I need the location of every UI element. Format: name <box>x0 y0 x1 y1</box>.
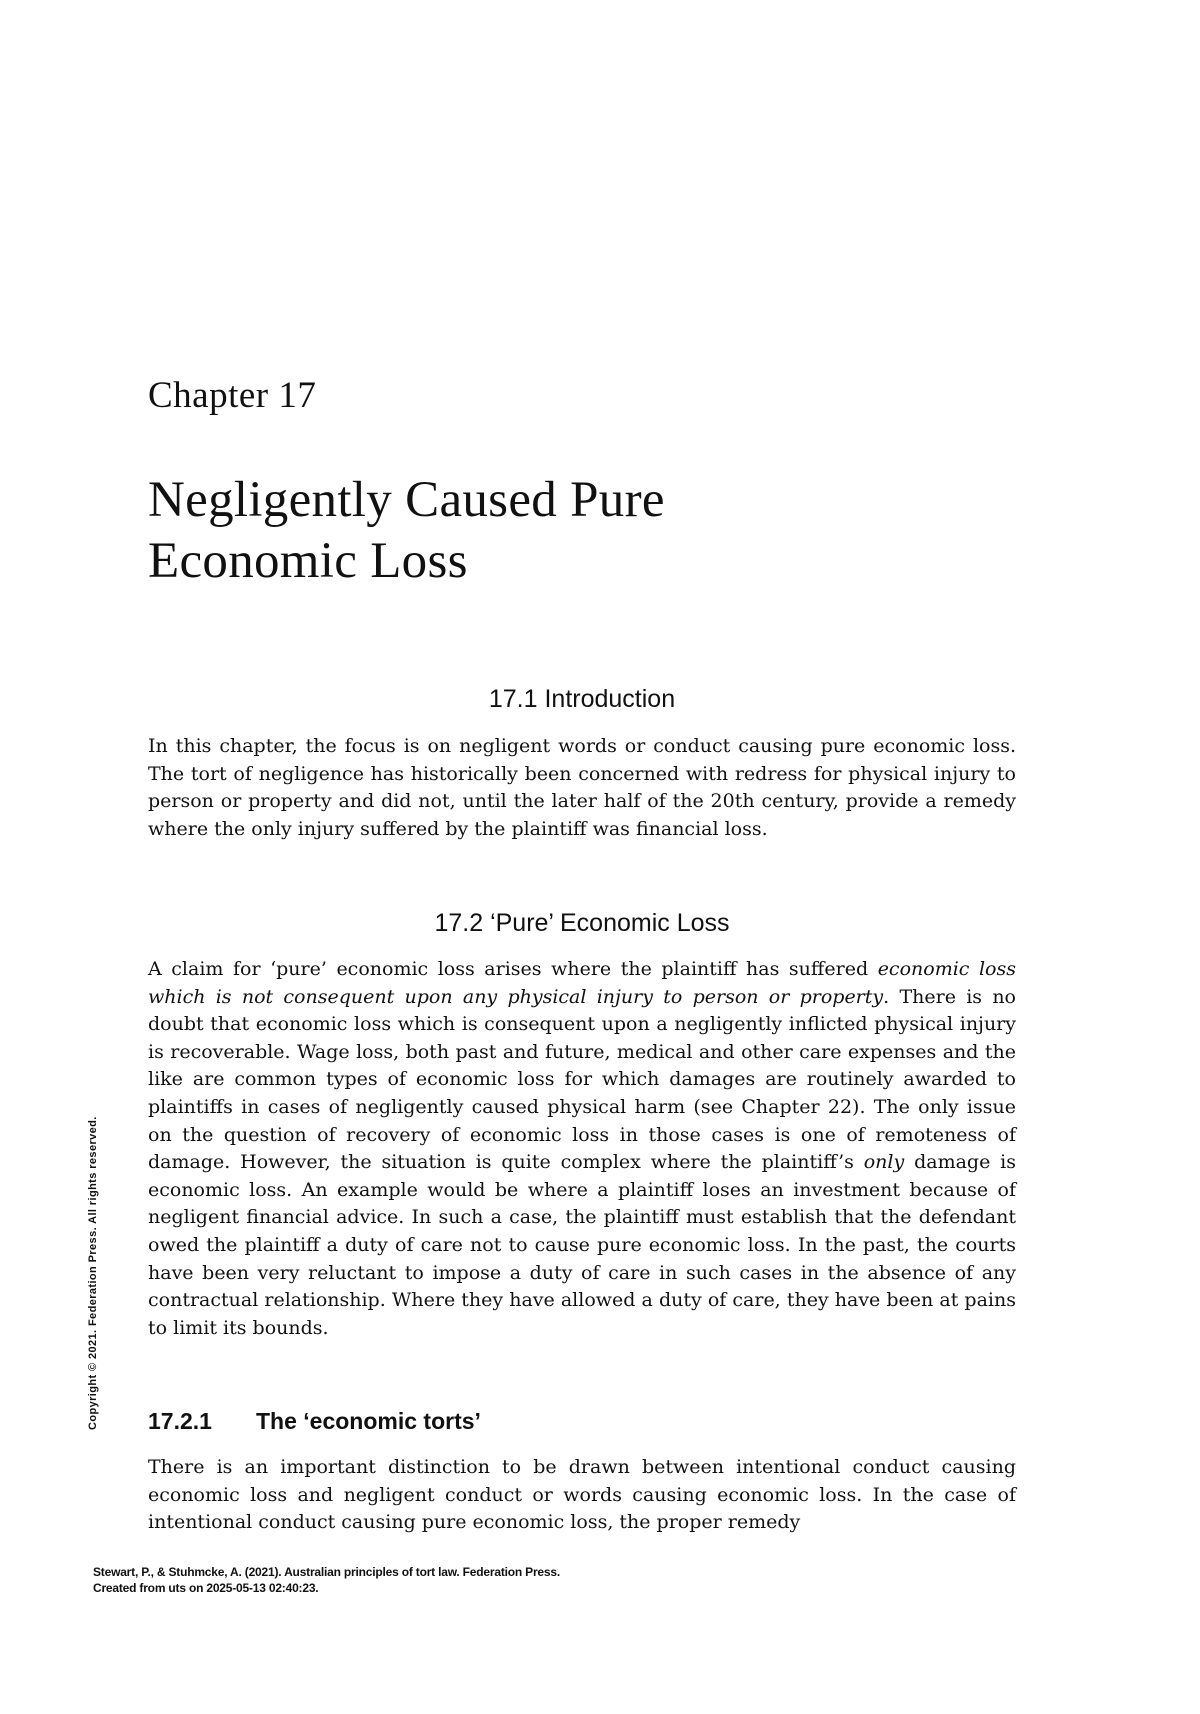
subsection-heading-economic-torts <box>148 1408 481 1435</box>
paragraph-text: . There is no doubt that economic loss which is consequent upon a negligently inflicted physical injury is recoverable. Wage loss, both past and future, medical and other care expenses and the like are common types of economic loss for which damages are routinely awarded to plaintiffs in cases of negligently caused physical harm (see Chapter 22). The only issue on the question of recovery of economic loss in those cases is one of remoteness of damage. However, the situation is quite complex where the plaintiff’s <box>148 985 1016 1174</box>
introduction-paragraph: In this chapter, the focus is on negligent words or conduct causing pure economic loss. The tort of negligence has historically been concerned with redress for physical injury to person or property and did not, until the later half of the 20th century, provide a remedy where the only injury suffered by the plaintiff was financial loss. <box>148 735 1016 840</box>
paragraph-text: damage is economic loss. An example would be where a plaintiff loses an investment because of negligent financial advice. In such a case, the plaintiff must establish that the defendant owed the plaintiff a duty of care not to cause pure economic loss. In the past, the courts have been very reluctant to impose a duty of care in such cases in the absence of any contractual relationship. Where they have allowed a duty of care, they have been at pains to limit its bounds. <box>148 1151 1016 1339</box>
footer-citation: Stewart, P., & Stuhmcke, A. (2021). Australian principles of tort law. Federation Press. <box>93 1565 560 1579</box>
side-copyright-notice: Copyright © 2021. Federation Press. All rights reserved. <box>87 1116 99 1430</box>
chapter-title-line-2: Economic Loss <box>148 533 468 589</box>
section-heading-introduction: 17.1 Introduction <box>488 685 676 713</box>
subsection-number: 17.2.1 <box>148 1408 212 1434</box>
chapter-title-line-1: Negligently Caused Pure <box>148 472 665 528</box>
economic-torts-paragraph: There is an important distinction to be drawn between intentional conduct causing economic loss and negligent conduct or words causing economic loss. In the case of intentional conduct causing pure economic loss, the proper remedy <box>148 1456 1016 1534</box>
section-heading-pure-economic-loss: 17.2 ‘Pure’ Economic Loss <box>434 909 730 937</box>
chapter-label: Chapter 17 <box>148 375 317 416</box>
footer-created-date: Created from uts on 2025-05-13 02:40:23. <box>93 1581 319 1595</box>
chapter-title <box>148 470 1048 592</box>
pure-economic-loss-paragraph <box>148 956 1016 1342</box>
footer <box>93 1564 560 1596</box>
subsection-title: The ‘economic torts’ <box>256 1408 481 1434</box>
paragraph-text: A claim for ‘pure’ economic loss arises where the plaintiff has suffered <box>148 958 878 980</box>
paragraph-italic-text: economic loss which is not consequent upon any physical injury to person or property <box>148 958 1016 1008</box>
paragraph-italic-text: only <box>863 1151 905 1174</box>
